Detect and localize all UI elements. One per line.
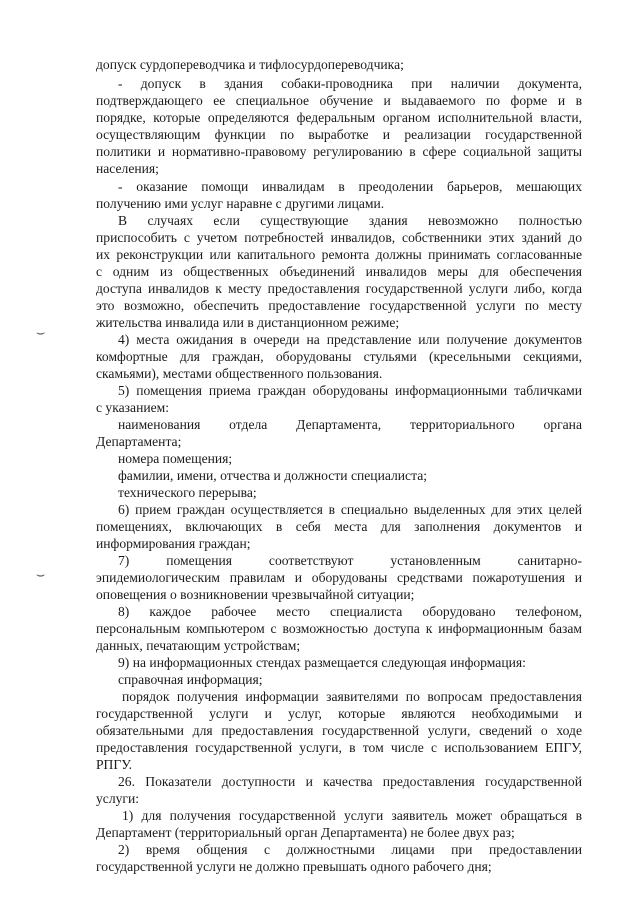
text-line: допуск сурдопереводчика и тифлосурдопереводчика; [96, 57, 404, 72]
text-line: 6) прием граждан осуществляется в специально выделенных для этих целей [118, 502, 582, 517]
text-line: комфортные для граждан, оборудованы стульями (кресельными секциями, [96, 349, 582, 364]
text-line: 8) каждое рабочее место специалиста оборудовано телефоном, [118, 604, 582, 619]
text-line: приспособить с учетом потребностей инвалидов, собственники этих зданий до [96, 230, 582, 245]
text-line: порядке, которые определяются федеральным органом исполнительной власти, [96, 110, 582, 125]
text-line: наименования отдела Департамента, территориального органа [118, 417, 582, 432]
text-line: доступа инвалидов к месту предоставления государственной услуги либо, когда [96, 281, 582, 296]
text-line: В случаях если существующие здания невозможно полностью [118, 213, 582, 228]
text-line: подтверждающего ее специальное обучение и выдаваемого по форме и в [96, 93, 582, 108]
text-line: 4) места ожидания в очереди на представление или получение документов [118, 332, 582, 347]
text-line: обязательными для предоставления государственной услуги, сведений о ходе [96, 723, 582, 738]
text-line: технического перерыва; [118, 485, 257, 500]
text-line: 9) на информационных стендах размещается следующая информация: [118, 655, 526, 670]
text-line: государственной услуги не должно превышать одного рабочего дня; [96, 859, 492, 874]
text-line: персональным компьютером с возможностью доступа к информационным базам [96, 621, 582, 636]
text-line: получению ими услуг наравне с другими лицами. [96, 196, 385, 211]
text-line: номера помещения; [118, 451, 233, 466]
text-line: с одним из общественных объединений инвалидов меры для обеспечения [96, 264, 582, 279]
text-line: 1) для получения государственной услуги заявитель может обращаться в [122, 808, 582, 823]
text-line: эпидемиологическим правилам и оборудованы средствами пожаротушения и [96, 570, 582, 585]
text-line: Департамент (территориальный орган Департамента) не более двух раз; [96, 825, 515, 840]
text-line: помещениях, включающих в себя места для заполнения документов и [96, 519, 582, 534]
text-line: 2) время общения с должностными лицами при предоставлении [118, 842, 582, 857]
text-line: Департамента; [96, 434, 182, 449]
margin-mark: ⌣ [36, 568, 46, 583]
text-line: РПГУ. [96, 757, 133, 772]
text-line: 7) помещения соответствуют установленным санитарно- [118, 553, 582, 568]
text-line: услуги: [96, 791, 140, 806]
text-line: это возможно, обеспечить предоставление государственной услуги по месту [96, 298, 582, 313]
text-line: политики и нормативно-правовому регулированию в сфере социальной защиты [96, 144, 582, 159]
text-line: - допуск в здания собаки-проводника при наличии документа, [118, 76, 582, 91]
text-line: - оказание помощи инвалидам в преодолении барьеров, мешающих [118, 179, 582, 194]
text-line: оповещения о возникновении чрезвычайной ситуации; [96, 587, 415, 602]
text-line: фамилии, имени, отчества и должности специалиста; [118, 468, 428, 483]
text-line: осуществляющим функции по выработке и реализации государственной [96, 127, 582, 142]
text-line: населения; [96, 161, 159, 176]
text-line: 5) помещения приема граждан оборудованы информационными табличками [118, 383, 582, 398]
text-line: скамьями), местами общественного пользования. [96, 366, 383, 381]
text-line: с указанием: [96, 400, 170, 415]
text-line: информирования граждан; [96, 536, 251, 551]
text-line: предоставления государственной услуги, в том числе с использованием ЕПГУ, [96, 740, 582, 755]
text-line: порядок получения информации заявителями по вопросам предоставления [122, 689, 582, 704]
text-line: государственной услуги и услуг, которые являются необходимыми и [96, 706, 582, 721]
text-line: жительства инвалида или в дистанционном режиме; [96, 315, 400, 330]
text-line: справочная информация; [118, 672, 263, 687]
text-line: их реконструкции или капитального ремонта должны принимать согласованные [96, 247, 582, 262]
text-line: 26. Показатели доступности и качества предоставления государственной [118, 774, 582, 789]
margin-mark: ⌣ [36, 326, 46, 341]
text-line: данных, печатающим устройствам; [96, 638, 301, 653]
